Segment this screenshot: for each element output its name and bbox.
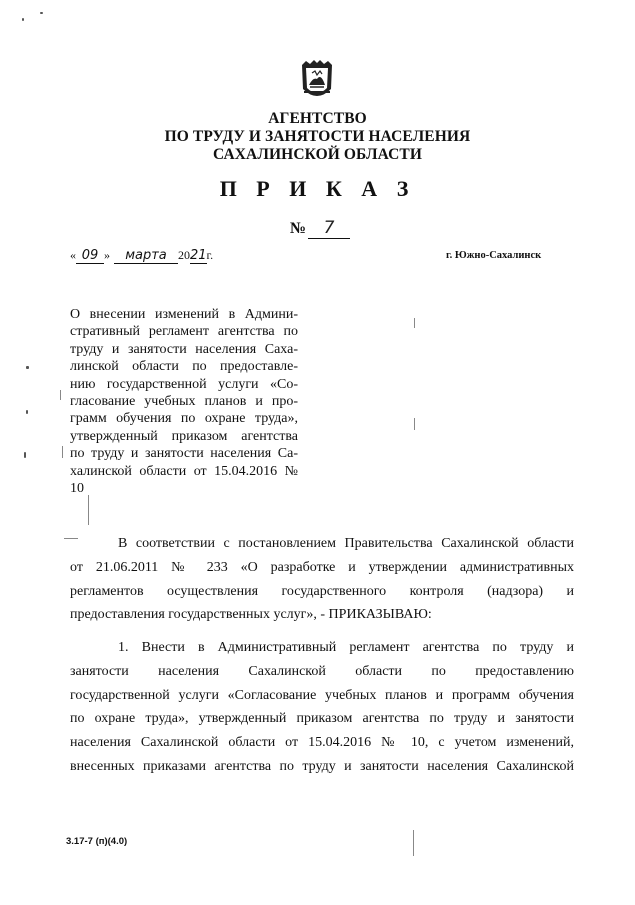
subject-line: грамм обучения по охране труда»,: [70, 411, 298, 427]
date-open-quote: «: [70, 248, 76, 262]
subject-line: по труду и занятости населения Са-: [70, 446, 298, 462]
subject-line: утвержденный приказом агентства: [70, 428, 298, 444]
date-day: 09: [76, 248, 104, 264]
paragraph-line: занятости населения Сахалинской области по предоставлению: [70, 663, 574, 679]
scan-mark: [413, 830, 414, 856]
subject-line: линской области по предоставле-: [70, 359, 298, 375]
paragraph-line: от 21.06.2011 № 233 «О разработке и утверждении административных: [70, 559, 574, 575]
subject-line: О внесении изменений в Админи-: [70, 307, 298, 322]
date-suffix: г.: [206, 248, 214, 262]
paragraph-line: В соответствии с постановлением Правительства Сахалинской области: [118, 536, 574, 551]
scan-speck: [26, 366, 29, 369]
subject-line: 10: [70, 481, 84, 497]
order-title: П Р И К А З: [219, 176, 416, 201]
scan-mark: [62, 446, 63, 458]
item1-paragraph: [70, 636, 574, 779]
paragraph-line: по охране труда», утвержденный приказом агентства по труду и занятости: [70, 711, 574, 727]
paragraph-line: государственной услуги «Согласование учебных планов и программ обучения: [70, 687, 574, 703]
date-month: марта: [114, 248, 178, 264]
scan-mark: [88, 495, 89, 525]
scan-mark: [414, 318, 415, 328]
order-number: [290, 218, 350, 239]
agency-name-line3: САХАЛИНСКОЙ ОБЛАСТИ: [212, 146, 423, 163]
subject-line: нию государственной услуги «Со-: [70, 376, 298, 392]
agency-name-line2: ПО ТРУДУ И ЗАНЯТОСТИ НАСЕЛЕНИЯ: [164, 128, 471, 145]
date-year-prefix: 20: [178, 248, 190, 262]
scan-speck: [24, 452, 26, 458]
subject-line: гласование учебных планов и про-: [70, 394, 298, 410]
document-code: 3.17-7 (п)(4.0): [66, 836, 128, 847]
order-number-value: 7: [308, 218, 350, 239]
scan-speck: [26, 410, 28, 414]
date-close-quote: »: [104, 248, 110, 262]
order-subject: [70, 306, 298, 497]
subject-line: стративный регламент агентства по: [70, 324, 298, 340]
scan-mark: [414, 418, 415, 430]
agency-name-line1: АГЕНТСТВО: [268, 110, 367, 127]
preamble-paragraph: [70, 532, 574, 627]
scan-speck: [40, 12, 43, 14]
order-date: [70, 248, 213, 264]
paragraph-line: населения Сахалинской области от 15.04.2016 № 10, с учетом изменений,: [70, 735, 574, 751]
city: г. Южно-Сахалинск: [446, 250, 542, 261]
paragraph-line: внесенных приказами агентства по труду и занятости населения Сахалинской: [70, 758, 574, 774]
paragraph-line: предоставления государственных услуг», - ПРИКАЗЫВАЮ:: [70, 607, 432, 623]
paragraph-line: регламентов осуществления государственного контроля (надзора) и: [70, 583, 574, 599]
date-year-suffix: 21: [190, 248, 207, 263]
coat-of-arms-icon: [300, 59, 334, 103]
subject-line: халинской области от 15.04.2016 №: [70, 463, 298, 479]
order-number-label: №: [290, 220, 307, 237]
scan-mark: [64, 538, 78, 539]
paragraph-line: 1. Внести в Административный регламент агентства по труду и: [118, 640, 574, 655]
scan-speck: [22, 18, 24, 21]
subject-line: труду и занятости населения Саха-: [70, 341, 298, 357]
scan-mark: [60, 390, 61, 400]
